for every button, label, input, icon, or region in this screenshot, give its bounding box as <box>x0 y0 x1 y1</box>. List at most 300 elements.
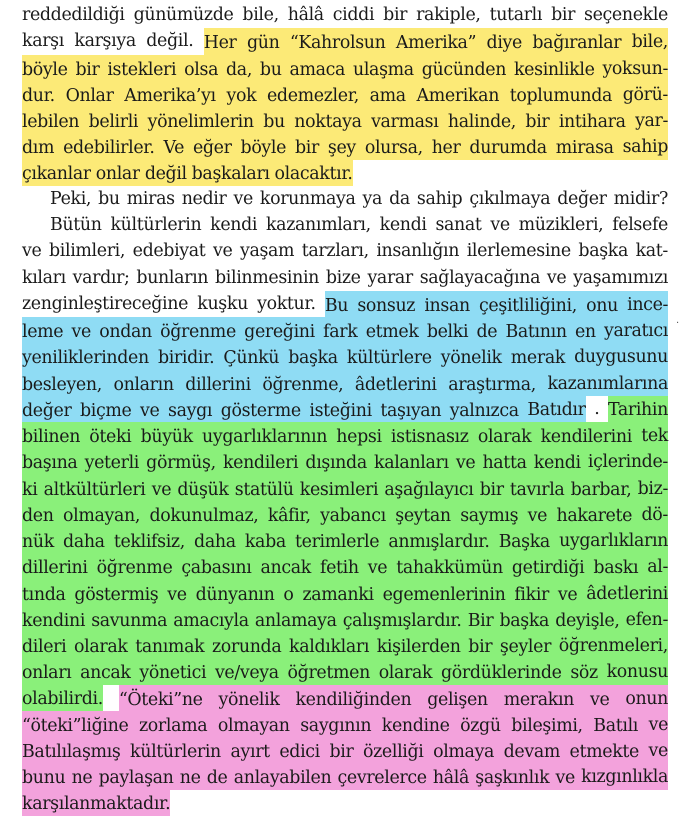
highlighted-word: tavırla <box>510 476 565 499</box>
highlighted-word: bağıranlar <box>532 29 621 52</box>
text-line <box>22 737 668 763</box>
word-gap <box>315 318 323 341</box>
highlighted-word: kendini <box>22 607 85 630</box>
word-wrap <box>266 212 380 238</box>
word-gap <box>549 108 558 131</box>
highlighted-word: dileri <box>22 633 66 656</box>
word-wrap <box>22 580 74 606</box>
highlighted-word: “Kahrolsun <box>290 29 386 52</box>
word-gap <box>294 581 303 604</box>
highlighted-word: ve <box>590 686 609 709</box>
highlighted-word: ve <box>140 397 159 420</box>
word-gap <box>382 186 389 212</box>
word-gap <box>502 344 511 367</box>
word-wrap <box>468 606 500 632</box>
word-gap <box>281 633 289 656</box>
word-gap <box>638 712 649 735</box>
highlighted-word: bile, <box>632 28 668 54</box>
highlighted-word: konusu <box>607 658 668 684</box>
highlighted-word: Tarihin <box>608 396 668 422</box>
word-gap <box>522 29 532 52</box>
word-wrap <box>432 133 470 159</box>
word-gap <box>77 449 84 472</box>
word-wrap <box>267 81 370 107</box>
highlighted-word: noktaya <box>294 108 361 131</box>
word-wrap <box>139 658 215 684</box>
word-gap <box>41 238 49 264</box>
text-line <box>22 527 668 553</box>
word-gap <box>324 2 333 28</box>
word-wrap <box>302 580 382 606</box>
word-wrap <box>541 422 642 448</box>
highlighted-word: Ve <box>163 134 184 157</box>
word-wrap <box>478 422 541 448</box>
highlighted-word: kaldıkları <box>289 633 369 656</box>
word-wrap <box>22 238 49 264</box>
word-wrap <box>180 763 207 789</box>
highlighted-word: den <box>22 502 54 525</box>
word-gap <box>120 738 130 761</box>
highlighted-word: görü- <box>623 81 668 107</box>
highlighted-word: dillerini <box>22 554 88 577</box>
word-wrap <box>181 553 260 579</box>
highlighted-word: hepsi <box>336 423 381 446</box>
highlighted-word: o <box>283 581 293 604</box>
word-wrap <box>384 475 479 501</box>
highlighted-word: bunu <box>22 764 65 787</box>
highlighted-word: istekleri <box>107 56 176 79</box>
word-wrap <box>22 527 63 553</box>
highlighted-word: Batılı <box>593 712 638 735</box>
word-wrap <box>557 186 613 212</box>
word-gap <box>218 56 226 79</box>
word-wrap <box>22 28 74 54</box>
word-wrap <box>72 763 99 789</box>
word-gap <box>527 449 534 472</box>
word-gap <box>385 29 395 52</box>
word-gap <box>386 502 395 525</box>
word-gap <box>159 397 168 420</box>
highlighted-word: nük <box>22 528 54 551</box>
word-wrap <box>223 448 305 474</box>
highlighted-word: ne <box>72 764 93 787</box>
word-gap <box>286 134 295 157</box>
text-line <box>22 370 668 396</box>
highlighted-word: şeytan <box>395 502 451 525</box>
highlighted-word: halinde, <box>448 108 516 131</box>
word-gap <box>359 554 368 577</box>
word-gap <box>130 265 137 291</box>
word-wrap <box>98 186 127 212</box>
word-gap <box>285 108 294 131</box>
word-gap <box>638 554 647 577</box>
highlighted-word: yar- <box>635 107 668 133</box>
word-wrap <box>263 107 294 133</box>
highlighted-word: dur. <box>22 82 55 105</box>
word-wrap <box>22 396 80 422</box>
word-wrap <box>74 28 146 54</box>
word-wrap <box>323 317 366 343</box>
highlighted-word: olursa, <box>365 134 423 157</box>
word-wrap <box>499 527 559 553</box>
word-wrap <box>75 55 107 81</box>
word-gap <box>462 186 469 212</box>
text-line <box>22 2 668 28</box>
word-gap <box>64 28 74 54</box>
word-gap <box>279 344 288 367</box>
word-gap <box>406 82 417 105</box>
highlighted-word: belirli <box>89 108 139 131</box>
word-wrap <box>212 632 289 658</box>
word-wrap <box>371 107 448 133</box>
word-gap <box>607 186 614 212</box>
word-wrap <box>593 711 648 737</box>
word-wrap <box>226 81 267 107</box>
word-wrap <box>73 265 137 291</box>
highlighted-word: duygusunu <box>574 343 668 369</box>
word-gap <box>549 581 558 604</box>
word-gap <box>298 449 305 472</box>
word-wrap <box>139 711 218 737</box>
word-wrap <box>519 212 613 238</box>
word-gap <box>63 318 71 341</box>
highlighted-word: büyük <box>141 423 193 446</box>
word-gap <box>258 502 267 525</box>
word-gap <box>251 371 263 394</box>
word-gap <box>432 344 441 367</box>
word: başka <box>578 241 628 262</box>
word-gap <box>275 581 284 604</box>
word-wrap <box>295 685 427 711</box>
highlighted-word: başka <box>499 607 549 630</box>
word-gap <box>583 712 594 735</box>
word-gap <box>252 56 260 79</box>
word-wrap <box>532 28 631 54</box>
word-wrap <box>367 265 419 291</box>
word-gap <box>531 423 540 446</box>
word-wrap <box>218 711 300 737</box>
book-page <box>22 2 668 816</box>
word-gap <box>54 528 63 551</box>
word: ya <box>362 188 383 209</box>
word-gap <box>320 738 330 761</box>
word-wrap <box>226 55 260 81</box>
highlighted-word: öğrenme <box>160 318 236 341</box>
highlighted-word: sonsuz <box>357 292 415 315</box>
word-gap <box>99 56 107 79</box>
highlighted-word: göstermiş <box>74 581 158 604</box>
word-wrap <box>230 737 279 763</box>
word: ve <box>22 241 42 262</box>
word-wrap <box>504 737 570 763</box>
word-wrap <box>168 396 221 422</box>
word-gap <box>286 528 295 551</box>
word-gap <box>596 318 604 341</box>
word-gap <box>149 344 158 367</box>
highlighted-word: ve <box>556 764 575 787</box>
text-line <box>22 606 668 632</box>
word-wrap <box>476 317 505 343</box>
text-line <box>22 212 668 238</box>
word-wrap <box>336 422 391 448</box>
word-wrap <box>167 580 195 606</box>
word-gap <box>311 554 320 577</box>
word-wrap <box>424 291 479 317</box>
word-gap <box>301 397 310 420</box>
highlighted-word: bir <box>525 108 549 131</box>
word-wrap <box>140 396 168 422</box>
word: yaşamımızı <box>573 267 668 288</box>
word: tarzları, <box>301 241 369 262</box>
word-gap <box>233 2 242 28</box>
word-wrap <box>514 580 558 606</box>
word-wrap <box>50 212 110 238</box>
word-wrap <box>146 28 204 54</box>
word-wrap <box>288 2 333 28</box>
word-gap <box>470 292 479 315</box>
word-gap <box>216 449 223 472</box>
word-wrap <box>388 527 498 553</box>
highlighted-word: teklifsiz, <box>114 528 185 551</box>
highlighted-word: gösterme <box>221 397 301 420</box>
word-gap <box>371 712 382 735</box>
highlighted-word: böyle <box>22 56 68 79</box>
word-wrap <box>22 370 113 396</box>
word-wrap <box>66 81 125 107</box>
word-gap <box>374 2 383 28</box>
highlighted-word: bir <box>468 633 492 656</box>
word-wrap <box>482 448 533 474</box>
word-gap <box>356 186 363 212</box>
highlighted-word: daha <box>63 528 105 551</box>
word-gap <box>494 738 504 761</box>
word-wrap <box>22 107 89 133</box>
word-gap <box>128 633 136 656</box>
word-wrap <box>382 711 460 737</box>
word-wrap <box>49 238 133 264</box>
word: midir? <box>613 188 668 209</box>
highlighted-word: ulaşma <box>353 56 414 79</box>
word: kıları <box>22 267 66 288</box>
word-wrap <box>184 55 226 81</box>
highlighted-word: kesimleri <box>300 476 378 499</box>
highlighted-word: çeşitliliğini, <box>479 292 577 315</box>
word: kendi <box>210 215 258 235</box>
word-wrap <box>182 186 234 212</box>
word-wrap <box>460 711 511 737</box>
highlighted-word: da, <box>226 56 252 79</box>
word-wrap <box>114 527 194 553</box>
highlighted-word: etmek <box>366 318 419 341</box>
highlighted-word: kaba <box>245 528 286 551</box>
highlighted-text: çıkanlar <box>22 160 91 186</box>
word-gap <box>345 56 353 79</box>
word-wrap <box>547 265 573 291</box>
text-line <box>22 501 668 527</box>
highlighted-word: çalışmışlardır. <box>343 607 462 630</box>
highlighted-word: özelliği <box>363 738 424 761</box>
word-wrap <box>22 632 74 658</box>
word-wrap <box>234 763 338 789</box>
word-wrap <box>300 711 382 737</box>
word-wrap <box>22 291 197 317</box>
text-line <box>22 422 668 448</box>
highlighted-word: kültürlere <box>347 344 432 367</box>
word: bu <box>98 188 120 209</box>
word-wrap <box>219 685 296 711</box>
word-gap <box>542 2 551 28</box>
highlighted-word: olmaya <box>433 738 494 761</box>
word-wrap <box>380 212 436 238</box>
highlighted-word: gücünden <box>422 56 506 79</box>
word-wrap <box>420 265 547 291</box>
highlighted-word: biz- <box>638 475 668 501</box>
highlighted-word: ne <box>180 764 201 787</box>
word-gap <box>449 449 456 472</box>
highlighted-word: varması <box>371 108 438 131</box>
word-gap <box>102 371 114 394</box>
highlighted-word: durumda <box>469 134 546 157</box>
word-gap <box>105 528 114 551</box>
word-wrap <box>99 317 160 343</box>
word: yarar <box>367 267 413 288</box>
highlighted-word: kalanları <box>374 449 449 472</box>
word: müzikleri, <box>518 215 604 235</box>
word-wrap <box>80 658 139 684</box>
highlighted-word: yönelik <box>219 686 280 709</box>
highlighted-word: olsa <box>184 56 218 79</box>
highlighted-word: kendiliğinden <box>295 686 411 709</box>
word: bir <box>383 5 408 25</box>
word-wrap <box>50 186 98 212</box>
word-gap <box>176 56 184 79</box>
word-wrap <box>300 475 385 501</box>
word-gap <box>343 371 355 394</box>
highlighted-text: olacaktır. <box>275 160 353 186</box>
word-gap <box>359 82 370 105</box>
word-gap <box>492 633 500 656</box>
word-gap <box>459 238 467 264</box>
word-gap <box>207 712 218 735</box>
word: Bütün <box>50 215 102 235</box>
highlighted-word: ayırt <box>230 738 269 761</box>
word-wrap <box>480 475 510 501</box>
word-gap <box>598 659 607 682</box>
highlighted-word: istisnasız <box>391 423 469 446</box>
word-wrap <box>241 133 295 159</box>
word-wrap <box>235 475 300 501</box>
word-wrap <box>130 737 230 763</box>
highlighted-word: bir <box>329 738 353 761</box>
highlighted-word: âdetlerini <box>355 371 437 394</box>
word-wrap <box>288 658 379 684</box>
word: bize <box>325 267 361 288</box>
word-wrap <box>510 475 571 501</box>
highlighted-word: kendine <box>382 712 450 735</box>
word-gap <box>413 265 420 291</box>
word-gap <box>577 581 586 604</box>
word-wrap <box>460 501 527 527</box>
word: nedir <box>181 188 227 209</box>
word-gap <box>294 238 302 264</box>
word-gap <box>481 2 490 28</box>
word: sanat <box>435 215 482 235</box>
word-gap <box>203 686 219 709</box>
highlighted-word: “Öteki”ne <box>119 686 203 709</box>
word-wrap <box>570 658 606 684</box>
highlighted-word: yok <box>226 82 256 105</box>
word-gap <box>236 318 244 341</box>
word-wrap <box>468 632 500 658</box>
highlighted-word: yönelimlerin <box>148 108 254 131</box>
highlighted-word: yaratıcı <box>604 317 668 343</box>
highlighted-word: en <box>575 318 596 341</box>
word: yoktur. <box>257 293 316 314</box>
word-wrap <box>289 55 353 81</box>
word-wrap <box>558 580 586 606</box>
word-wrap <box>74 580 167 606</box>
word-wrap <box>383 580 515 606</box>
highlighted-word: başına <box>22 449 77 472</box>
word-gap <box>71 397 80 420</box>
word-gap <box>441 397 450 420</box>
word: Peki, <box>50 188 92 209</box>
highlighted-word: gelişen <box>427 686 488 709</box>
highlighted-word: bileşimi, <box>511 712 582 735</box>
highlighted-text: karşılanmaktadır. <box>22 790 170 816</box>
word-wrap <box>290 28 396 54</box>
highlighted-word: hatta <box>482 449 526 472</box>
word-gap <box>91 318 99 341</box>
word-wrap <box>333 2 383 28</box>
word-wrap <box>374 448 456 474</box>
word-wrap <box>257 291 325 317</box>
word: insanlığın <box>376 241 460 262</box>
word-gap <box>562 659 571 682</box>
word: korunmaya <box>259 188 356 209</box>
word-wrap <box>527 396 594 422</box>
highlighted-word: kazanımlarına <box>547 370 668 396</box>
word-wrap <box>427 685 503 711</box>
highlighted-word: olarak <box>74 633 128 656</box>
word: hâlâ <box>287 5 324 25</box>
word-gap <box>414 56 422 79</box>
word-wrap <box>320 553 368 579</box>
highlighted-word: söz <box>570 659 598 682</box>
word-gap <box>501 712 512 735</box>
word-gap <box>551 633 559 656</box>
highlighted-word: ve <box>649 737 668 763</box>
highlighted-word: biçme <box>80 397 131 420</box>
word-wrap <box>357 291 424 317</box>
word-gap <box>125 2 134 28</box>
word-gap <box>584 554 593 577</box>
highlighted-word: saygının <box>300 712 371 735</box>
word-gap <box>423 134 432 157</box>
highlighted-word: kendileri <box>223 449 298 472</box>
highlighted-word: ondan <box>99 318 152 341</box>
word-gap <box>571 238 579 264</box>
word-gap <box>632 423 641 446</box>
word-gap <box>204 633 212 656</box>
word-wrap <box>22 685 119 711</box>
word-gap <box>618 292 627 315</box>
word-gap <box>536 371 548 394</box>
highlighted-word: Başka <box>499 528 550 551</box>
highlighted-word: yeniliklerinden <box>22 344 149 367</box>
word-wrap <box>511 343 574 369</box>
word-gap <box>71 659 80 682</box>
